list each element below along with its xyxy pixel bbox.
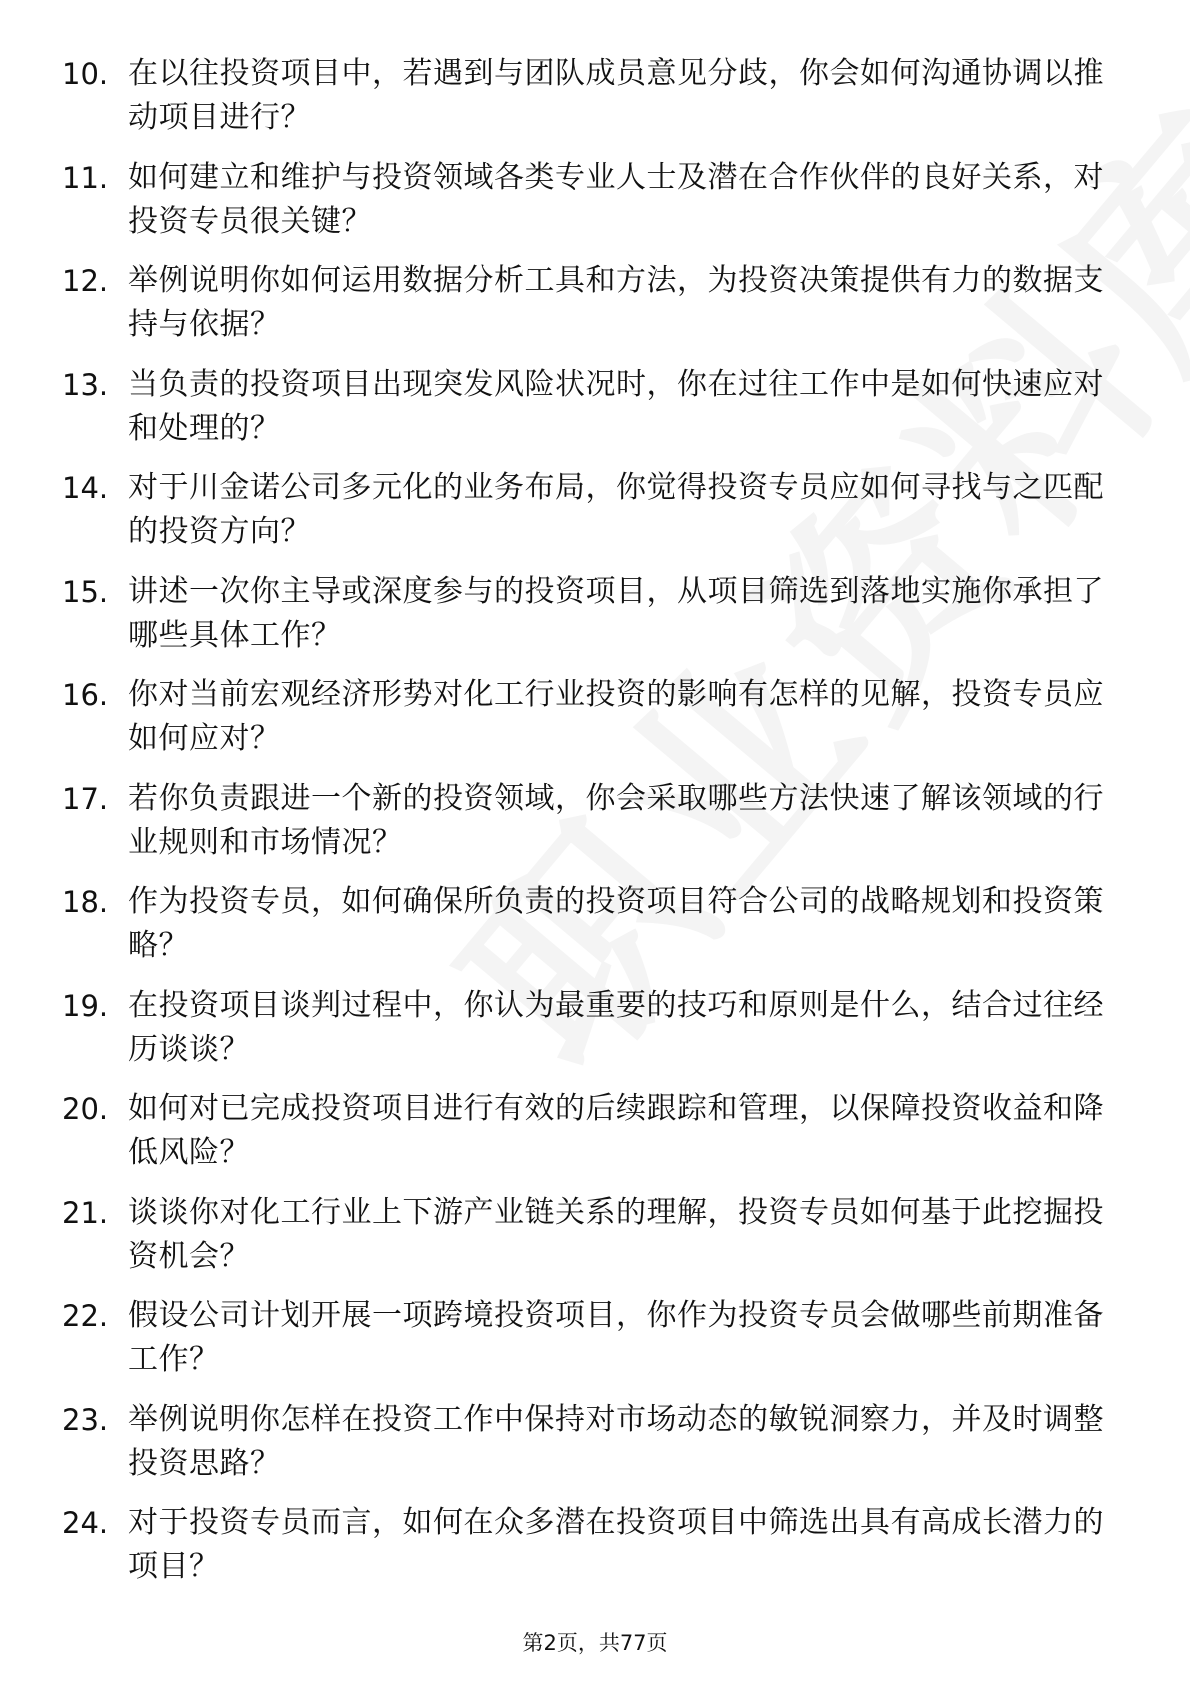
question-number: 18. <box>62 885 109 919</box>
question-text: 谈谈你对化工行业上下游产业链关系的理解，投资专员如何基于此挖掘投资机会？ <box>128 1194 1104 1274</box>
question-item <box>0 52 1190 156</box>
question-text: 作为投资专员，如何确保所负责的投资项目符合公司的战略规划和投资策略？ <box>128 884 1104 963</box>
question-number: 13. <box>62 367 109 402</box>
question-number: 14. <box>62 471 109 505</box>
question-text: 对于投资专员而言，如何在众多潜在投资项目中筛选出具有高成长潜力的项目？ <box>128 1505 1104 1584</box>
question-item <box>0 880 1190 984</box>
question-number: 17. <box>62 781 109 816</box>
question-number: 24. <box>62 1506 109 1540</box>
question-number: 10. <box>62 57 109 91</box>
question-text: 对于川金诺公司多元化的业务布局，你觉得投资专员应如何寻找与之匹配的投资方向？ <box>128 470 1104 549</box>
question-text: 若你负责跟进一个新的投资领域，你会采取哪些方法快速了解该领域的行业规则和市场情况？ <box>128 780 1104 860</box>
question-number: 23. <box>62 1402 109 1437</box>
question-item <box>0 1191 1190 1295</box>
question-number: 15. <box>62 574 109 609</box>
question-number: 19. <box>62 988 109 1023</box>
question-number: 12. <box>62 264 109 298</box>
question-item <box>0 156 1190 260</box>
question-item <box>0 984 1190 1088</box>
question-item <box>0 1501 1190 1605</box>
question-list <box>0 52 1190 1605</box>
question-number: 16. <box>62 678 109 712</box>
question-text: 如何对已完成投资项目进行有效的后续跟踪和管理，以保障投资收益和降低风险？ <box>128 1091 1104 1170</box>
question-text: 讲述一次你主导或深度参与的投资项目，从项目筛选到落地实施你承担了哪些具体工作？ <box>128 573 1104 653</box>
question-item <box>0 570 1190 674</box>
question-text: 假设公司计划开展一项跨境投资项目，你作为投资专员会做哪些前期准备工作？ <box>128 1298 1104 1377</box>
question-item <box>0 363 1190 467</box>
question-item <box>0 466 1190 570</box>
question-item <box>0 673 1190 777</box>
question-text: 如何建立和维护与投资领域各类专业人士及潜在合作伙伴的良好关系，对投资专员很关键？ <box>128 159 1104 239</box>
question-text: 举例说明你怎样在投资工作中保持对市场动态的敏锐洞察力，并及时调整投资思路？ <box>128 1401 1104 1481</box>
question-text: 你对当前宏观经济形势对化工行业投资的影响有怎样的见解，投资专员应如何应对？ <box>128 677 1104 756</box>
page-footer: 第2页，共77页 <box>522 1631 668 1655</box>
question-text: 在投资项目谈判过程中，你认为最重要的技巧和原则是什么，结合过往经历谈谈？ <box>128 987 1104 1067</box>
question-text: 当负责的投资项目出现突发风险状况时，你在过往工作中是如何快速应对和处理的？ <box>128 366 1104 446</box>
question-number: 11. <box>62 160 109 195</box>
question-number: 22. <box>62 1299 109 1333</box>
question-number: 21. <box>62 1195 109 1230</box>
question-text: 举例说明你如何运用数据分析工具和方法，为投资决策提供有力的数据支持与依据？ <box>128 263 1104 342</box>
question-item <box>0 777 1190 881</box>
question-item <box>0 1294 1190 1398</box>
question-item <box>0 1398 1190 1502</box>
question-item <box>0 1087 1190 1191</box>
question-text: 在以往投资项目中，若遇到与团队成员意见分歧，你会如何沟通协调以推动项目进行？ <box>128 56 1104 135</box>
question-item <box>0 259 1190 363</box>
question-number: 20. <box>62 1092 109 1126</box>
